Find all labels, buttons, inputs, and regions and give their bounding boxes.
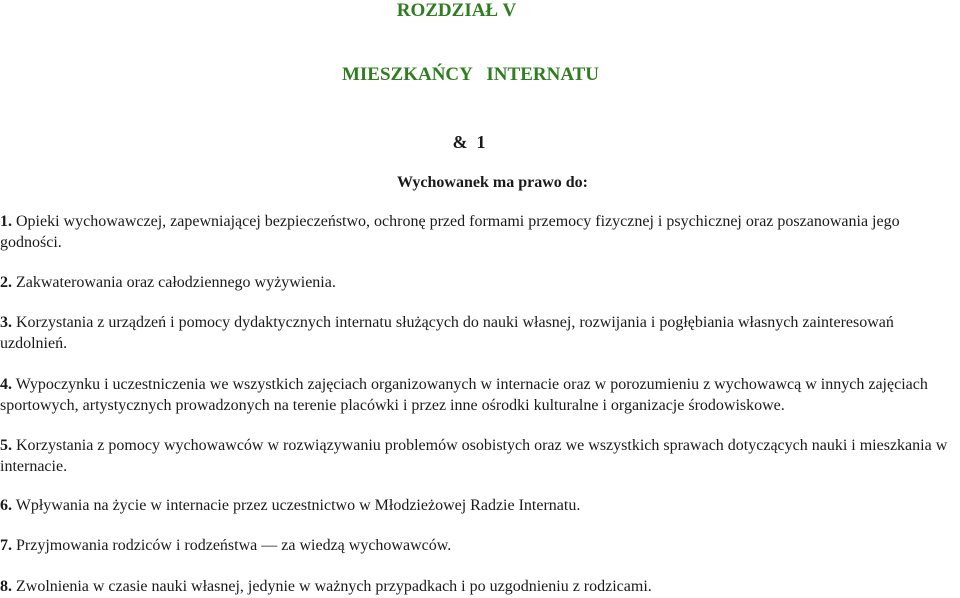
item-text: Opieki wychowawczej, zapewniającej bezpieczeństwo, ochronę przed formami przemocy fizycznej i psychicznej oraz poszanowania jego godności.	[0, 213, 900, 251]
chapter-title: ROZDZIAŁ V	[396, 0, 517, 21]
item-text: Zakwaterowania oraz całodziennego wyżywienia.	[16, 274, 336, 291]
list-item	[0, 375, 958, 416]
list-item	[0, 212, 958, 253]
item-text: Wpływania na życie w internacie przez uczestnictwo w Młodzieżowej Radzie Internatu.	[15, 497, 581, 514]
chapter-subtitle: MIESZKAŃCY INTERNATU	[341, 64, 600, 85]
item-number: 4.	[0, 376, 12, 393]
item-number: 5.	[0, 437, 12, 454]
rights-lead: Wychowanek ma prawo do:	[397, 174, 588, 191]
item-number: 6.	[0, 497, 12, 514]
list-item	[0, 273, 958, 294]
item-number: 8.	[0, 578, 12, 595]
item-number: 2.	[0, 274, 12, 291]
item-number: 7.	[0, 537, 12, 554]
list-item	[0, 313, 958, 354]
paragraph-mark: & 1	[452, 132, 486, 152]
item-number: 3.	[0, 314, 12, 331]
list-item	[0, 436, 958, 477]
item-text: Korzystania z urządzeń i pomocy dydaktycznych internatu służących do nauki własnej, rozwijania i pogłębiania własnych zainteresowań uzdolnień.	[0, 314, 894, 352]
list-item	[0, 536, 958, 557]
item-text: Zwolnienia w czasie nauki własnej, jedynie w ważnych przypadkach i po uzgodnieniu z rodzicami.	[16, 578, 652, 595]
item-number: 1.	[0, 213, 12, 230]
item-text: Korzystania z pomocy wychowawców w rozwiązywaniu problemów osobistych oraz we wszystkich sprawach dotyczących nauki i mieszkania w internacie.	[0, 437, 948, 475]
item-text: Wypoczynku i uczestniczenia we wszystkich zajęciach organizowanych w internacie oraz w porozumieniu z wychowawcą w innych zajęciach sportowych, artystycznych prowadzonych na terenie placówki i przez inne ośrodki kulturalne i organizacje środowiskowe.	[0, 376, 928, 414]
list-item	[0, 577, 958, 598]
item-text: Przyjmowania rodziców i rodzeństwa — za wiedzą wychowawców.	[16, 537, 452, 554]
list-item	[0, 496, 958, 517]
